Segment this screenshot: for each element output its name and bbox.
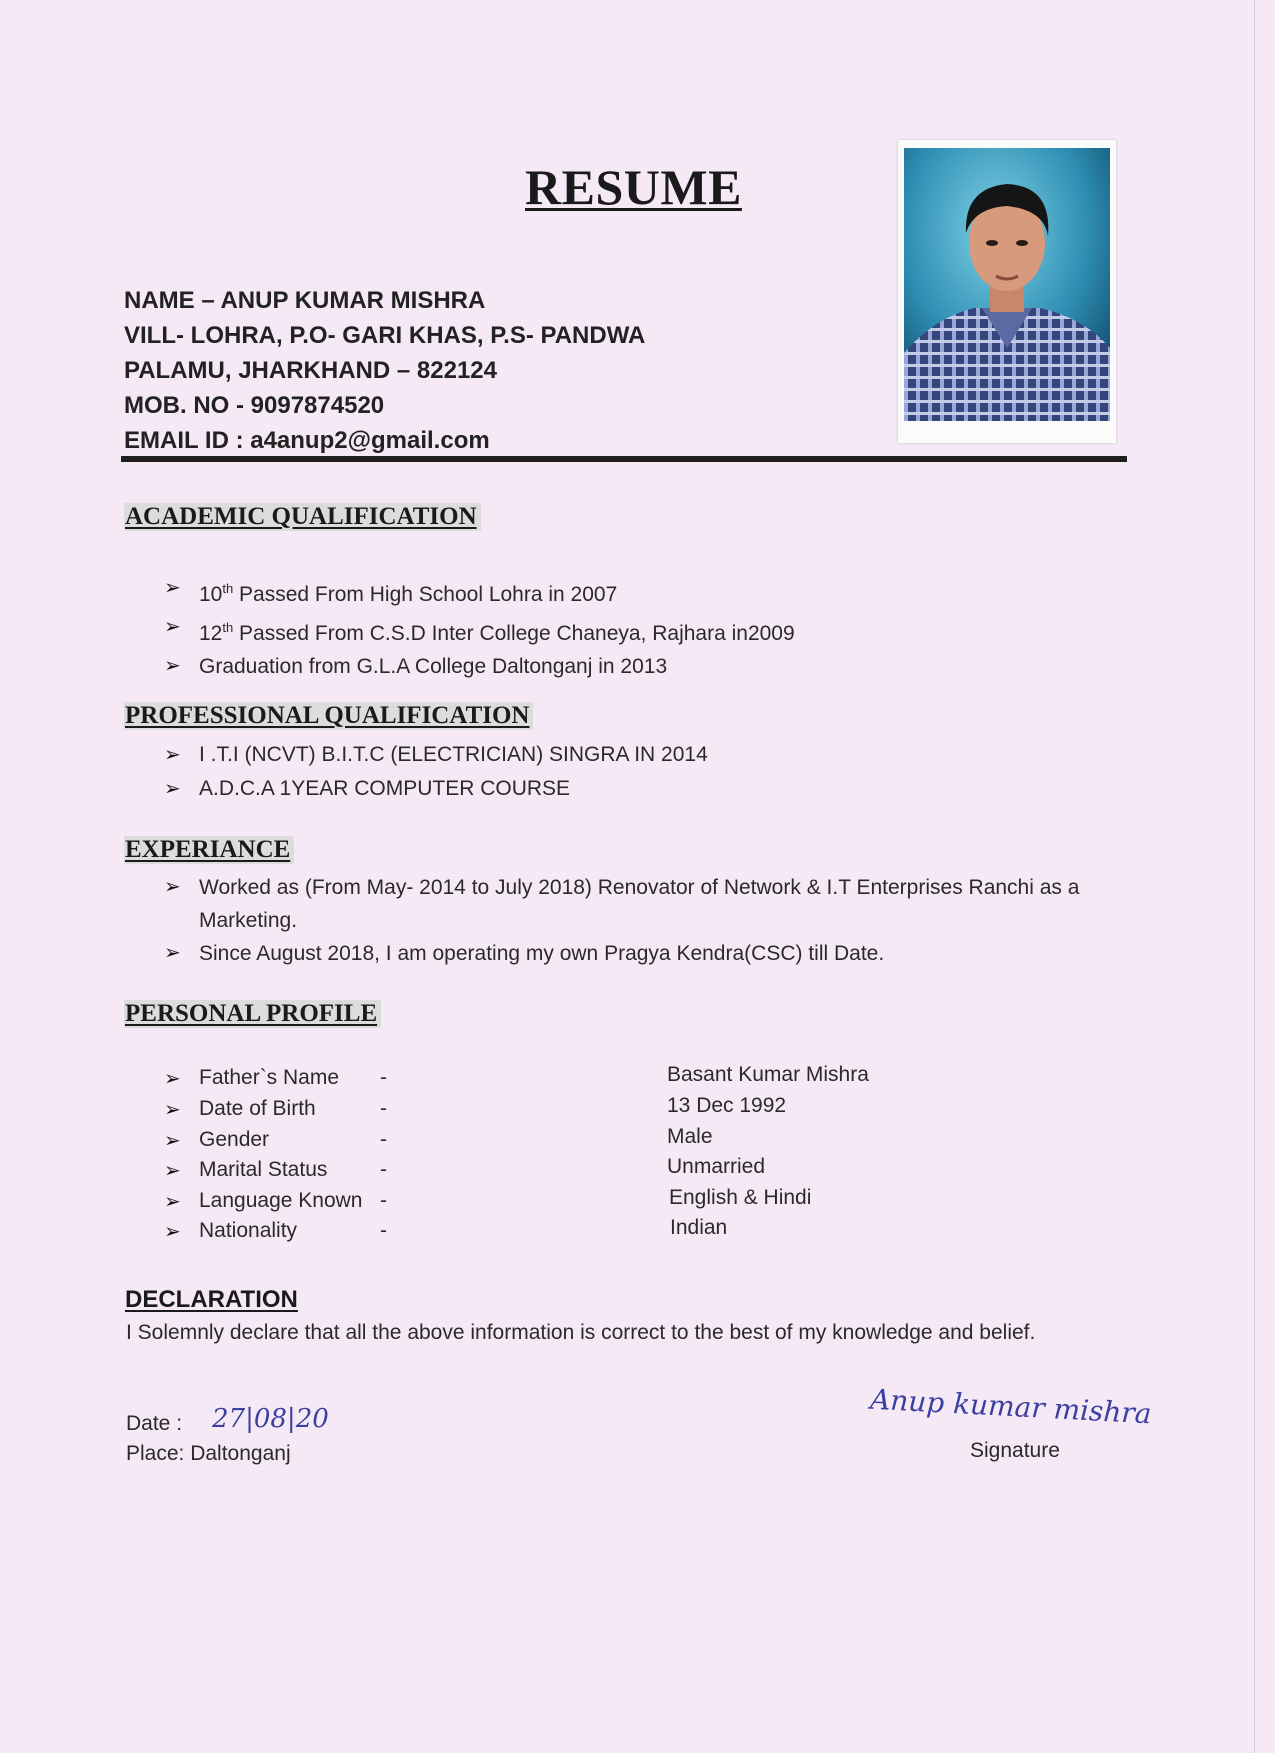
arrowhead-bullet-icon: ➢ (164, 1191, 181, 1213)
profile-label: Nationality (199, 1219, 298, 1242)
experience-heading: EXPERIANCE (124, 836, 294, 864)
profile-value: Male (667, 1125, 713, 1148)
arrowhead-bullet-icon: ➢ (164, 1221, 181, 1243)
profile-label: Language Known (199, 1189, 363, 1212)
arrowhead-bullet-icon: ➢ (164, 577, 181, 599)
profile-separator: - (380, 1219, 387, 1242)
resume-title: RESUME (525, 159, 742, 215)
profile-label: Father`s Name (199, 1066, 340, 1089)
declaration-heading: DECLARATION (125, 1286, 298, 1313)
date-label: Date : (126, 1412, 183, 1435)
contact-name: NAME – ANUP KUMAR MISHRA (124, 287, 486, 314)
profile-separator: - (380, 1158, 387, 1181)
arrowhead-bullet-icon: ➢ (164, 1130, 181, 1152)
contact-address-line-2: PALAMU, JHARKHAND – 822124 (124, 357, 497, 384)
contact-address-line-1: VILL- LOHRA, P.O- GARI KHAS, P.S- PANDWA (124, 322, 646, 349)
paper-edge (1254, 0, 1255, 1753)
signature-label: Signature (970, 1439, 1060, 1462)
header-divider (121, 456, 1127, 462)
profile-value: 13 Dec 1992 (667, 1094, 787, 1117)
academic-heading: ACADEMIC QUALIFICATION (124, 503, 481, 531)
list-item: ➢ 12th Passed From C.S.D Inter College Chaneya, Rajhara in2009 (164, 611, 795, 650)
profile-value: Basant Kumar Mishra (667, 1063, 869, 1086)
arrowhead-bullet-icon: ➢ (164, 876, 181, 898)
arrowhead-bullet-icon: ➢ (164, 1160, 181, 1182)
academic-list (164, 572, 795, 683)
profile-separator: - (380, 1097, 387, 1120)
arrowhead-bullet-icon: ➢ (164, 1099, 181, 1121)
professional-heading: PROFESSIONAL QUALIFICATION (124, 702, 533, 730)
personal-profile-heading: PERSONAL PROFILE (124, 1000, 381, 1028)
profile-value: Indian (670, 1216, 728, 1239)
declaration-text: I Solemnly declare that all the above information is correct to the best of my knowledge and belief. (126, 1321, 1036, 1344)
profile-value: English & Hindi (669, 1186, 812, 1209)
profile-photo-image (904, 148, 1110, 421)
profile-separator: - (380, 1189, 387, 1212)
arrowhead-bullet-icon: ➢ (164, 744, 181, 766)
arrowhead-bullet-icon: ➢ (164, 942, 181, 964)
arrowhead-bullet-icon: ➢ (164, 655, 181, 677)
list-item: ➢ Since August 2018, I am operating my own Pragya Kendra(CSC) till Date. (164, 937, 1139, 970)
profile-separator: - (380, 1066, 387, 1089)
arrowhead-bullet-icon: ➢ (164, 778, 181, 800)
profile-photo (898, 140, 1116, 443)
list-item: ➢ Graduation from G.L.A College Daltonganj in 2013 (164, 650, 795, 683)
signature-handwritten: Anup kumar mishra (869, 1382, 1153, 1431)
arrowhead-bullet-icon: ➢ (164, 1068, 181, 1090)
professional-list (164, 738, 708, 806)
contact-email: EMAIL ID : a4anup2@gmail.com (124, 427, 490, 454)
list-item: ➢ 10th Passed From High School Lohra in 2007 (164, 572, 795, 611)
place-text: Place: Daltonganj (126, 1442, 291, 1465)
profile-value: Unmarried (667, 1155, 766, 1178)
date-handwritten: 27|08|20 (212, 1404, 329, 1434)
list-item: ➢ Worked as (From May- 2014 to July 2018) Renovator of Network & I.T Enterprises Ranchi as a Marketing. (164, 871, 1139, 937)
profile-label: Marital Status (199, 1158, 328, 1181)
profile-label: Date of Birth (199, 1097, 316, 1120)
contact-block (124, 283, 645, 458)
contact-mobile: MOB. NO - 9097874520 (124, 392, 385, 419)
list-item: ➢ I .T.I (NCVT) B.I.T.C (ELECTRICIAN) SINGRA IN 2014 (164, 738, 708, 772)
profile-label: Gender (199, 1128, 270, 1151)
experience-list (164, 871, 1139, 970)
arrowhead-bullet-icon: ➢ (164, 616, 181, 638)
profile-separator: - (380, 1128, 387, 1151)
list-item: ➢ A.D.C.A 1YEAR COMPUTER COURSE (164, 772, 708, 806)
